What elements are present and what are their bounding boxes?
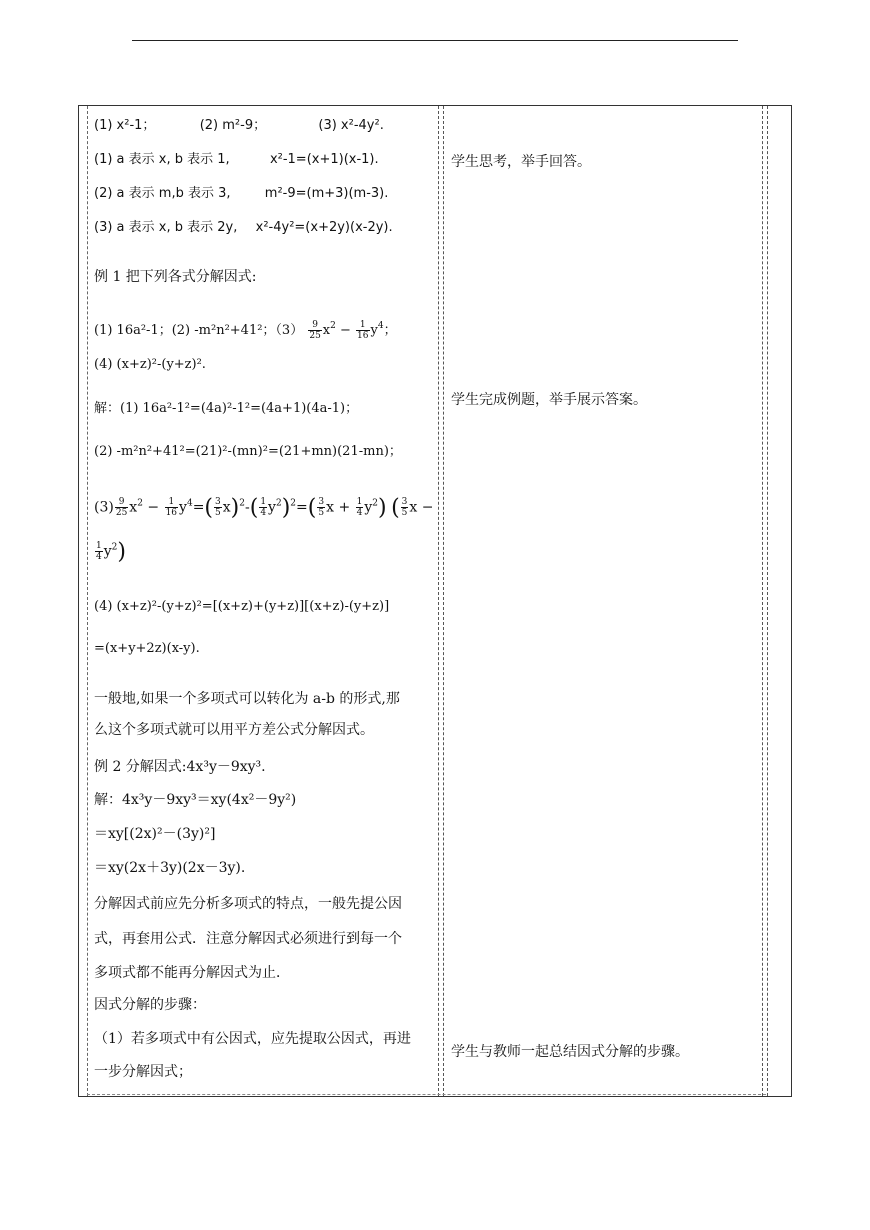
- student-activity-1: 学生思考，举手回答。: [451, 154, 591, 170]
- note-line-1: 分解因式前应先分析多项式的特点，一般先提公因: [94, 896, 402, 912]
- solution-2: (2) -m²n²+41²=(21)²-(mn)²=(21+mn)(21-mn)；: [94, 444, 402, 459]
- general-statement-cont: 么这个多项式就可以用平方差公式分解因式。: [94, 722, 374, 738]
- solution-4-cont: =(x+y+2z)(x-y).: [94, 641, 200, 656]
- exercise-line-3: [94, 185, 388, 203]
- example-2-title: 例 2 分解因式:4x³y－9xy³.: [94, 759, 266, 775]
- fraction: $\frac{1}{4}$: [260, 497, 267, 518]
- exercise-line-4: [94, 219, 393, 237]
- general-statement: 一般地,如果一个多项式可以转化为 a-b 的形式,那: [94, 691, 400, 707]
- mapping-label: (2) a 表示 m,b 表示 3,: [94, 186, 231, 201]
- fraction: $\frac{3}{5}$: [401, 497, 408, 518]
- column-divider: [438, 106, 439, 1096]
- solution-3-cont: $\frac{1}{4}$ $y^2$): [96, 539, 126, 565]
- example-1-q1: (1) 16a²-1；(2) -m²n²+41²；（3）: [94, 323, 304, 338]
- fraction: $\frac{3}{5}$: [318, 497, 325, 518]
- fraction: $\frac{1}{4}$: [96, 541, 102, 562]
- example-2-step-1: 解：4x³y－9xy³＝xy(4x²－9y²): [94, 792, 297, 808]
- student-activity-2: 学生完成例题，举手展示答案。: [451, 392, 647, 408]
- example-2-step-3: ＝xy(2x＋3y)(2x－3y).: [94, 860, 246, 876]
- note-line-3: 多项式都不能再分解因式为止．: [94, 965, 290, 981]
- solution-4: (4) (x+z)²-(y+z)²=[(x+z)+(y+z)][(x+z)-(y+z)]: [94, 599, 390, 614]
- exercise-1c: (3) x²-4y².: [318, 118, 384, 133]
- exercise-line-1: [94, 117, 384, 135]
- step-1: （1）若多项式中有公因式，应先提取公因式，再进: [94, 1031, 411, 1047]
- column-divider: [87, 106, 88, 1096]
- exercise-line-2: [94, 151, 379, 169]
- mapping-equation: m²-9=(m+3)(m-3).: [264, 186, 389, 201]
- student-activity-3: 学生与教师一起总结因式分解的步骤。: [451, 1044, 689, 1060]
- example-1-q4: (4) (x+z)²-(y+z)².: [94, 357, 206, 372]
- column-divider: [762, 106, 763, 1096]
- fraction: $\frac{1}{4}$: [356, 497, 363, 518]
- fraction: $\frac{1}{16}$: [357, 320, 369, 341]
- note-line-2: 式，再套用公式．注意分解因式必须进行到每一个: [94, 931, 402, 947]
- column-divider: [767, 106, 768, 1096]
- solution-3: (3) $\frac{9}{25}$ $x^2$ − $\frac{1}{16}$ $y^4=$( $\frac{3}{5}$ x)$^2$-( $\frac{1}{4}$ $y^2)^2=$( $\frac{3}{5}$ x + $\frac{1}{4}$ $y^2$) ( $\frac{3}{5}$ x −: [94, 495, 434, 521]
- fraction: $\frac{3}{5}$: [215, 497, 221, 518]
- fraction: $\frac{1}{16}$: [165, 497, 178, 518]
- example-1-questions: (1) 16a²-1；(2) -m²n²+41²；（3） $\frac{9}{25}$ $x^2$ − $\frac{1}{16}$ $y^4$；: [94, 320, 397, 341]
- mapping-label: (1) a 表示 x, b 表示 1,: [94, 152, 230, 167]
- header-rule: [132, 40, 738, 41]
- row-divider: [87, 1094, 766, 1095]
- exercise-1b: (2) m²-9；: [199, 118, 267, 133]
- mapping-equation: x²-1=(x+1)(x-1).: [269, 152, 379, 167]
- fraction: $\frac{9}{25}$: [115, 497, 128, 518]
- step-1-cont: 一步分解因式；: [94, 1064, 192, 1080]
- mapping-equation: x²-4y²=(x+2y)(x-2y).: [255, 220, 393, 235]
- column-divider: [443, 106, 444, 1096]
- example-2-step-2: ＝xy[(2x)²－(3y)²]: [94, 826, 216, 842]
- example-1-title: 例 1 把下列各式分解因式:: [94, 269, 257, 285]
- exercise-1a: (1) x²-1；: [94, 118, 156, 133]
- solution-1: 解：(1) 16a²-1²=(4a)²-1²=(4a+1)(4a-1)；: [94, 401, 359, 416]
- steps-title: 因式分解的步骤：: [94, 997, 206, 1013]
- mapping-label: (3) a 表示 x, b 表示 2y,: [94, 220, 238, 235]
- fraction: $\frac{9}{25}$: [309, 320, 321, 341]
